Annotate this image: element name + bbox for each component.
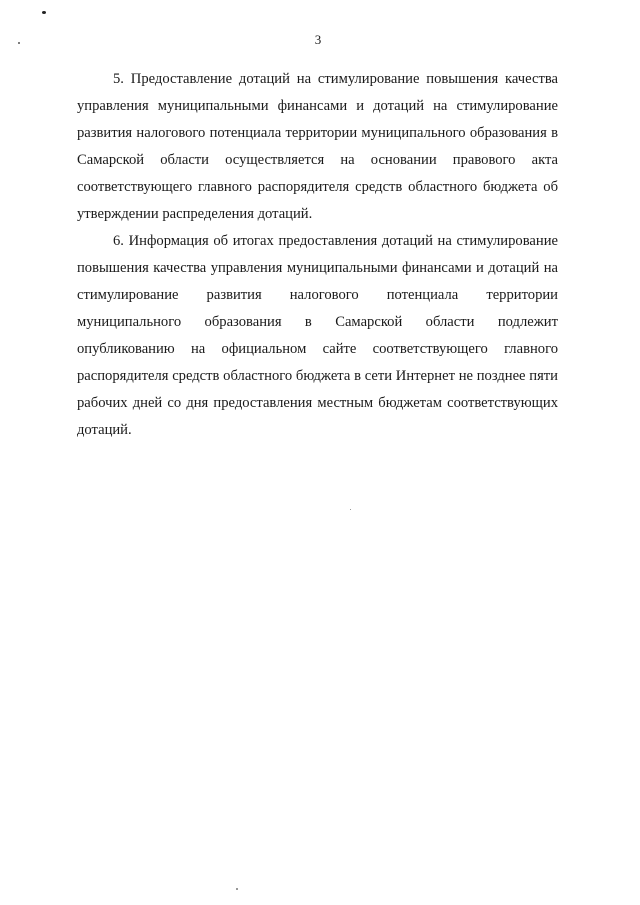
scan-speck (236, 888, 238, 890)
paragraph-5: 5. Предоставление дотаций на стимулирование повышения качества управления муниципальными финансами и дотаций на стимулирование развития налогового потенциала территории муниципального образования в Самарской области осуществляется на основании правового акта соответствующего главного распорядителя средств областного бюджета об утверждении распределения дотаций. (77, 71, 558, 222)
scan-speck (42, 11, 46, 14)
paragraph-6: 6. Информация об итогах предоставления дотаций на стимулирование повышения качества управления муниципальными финансами и дотаций на стимулирование развития налогового потенциала территории муниципального образования в Самарской области подлежит опубликованию на официальном сайте соответствующего главного распорядителя средств областного бюджета в сети Интернет не позднее пяти рабочих дней со дня предоставления местным бюджетам соответствующих дотаций. (77, 233, 558, 438)
body-text (77, 66, 558, 444)
scan-speck (350, 509, 351, 510)
page-number: 3 (314, 32, 322, 47)
